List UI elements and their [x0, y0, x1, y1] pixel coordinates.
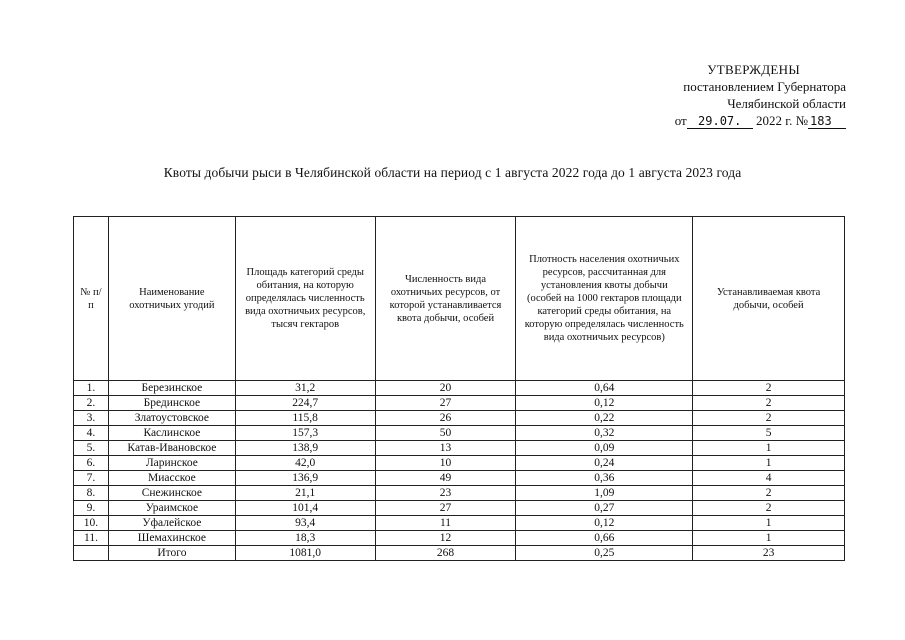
cell-area: 138,9 — [235, 441, 375, 456]
cell-area: 101,4 — [235, 501, 375, 516]
cell-hunting-ground: Снежинское — [108, 486, 235, 501]
cell-density: 0,66 — [516, 531, 693, 546]
cell-density: 0,12 — [516, 516, 693, 531]
cell-quota: 2 — [693, 501, 845, 516]
header-density: Плотность населения охотничьих ресурсов, рассчитанная для установления квоты добычи (особей на 1000 гектаров площади категорий среды обитания, на которую определялась численность вида охотничьих ресурсов) — [516, 217, 693, 381]
cell-hunting-ground: Миасское — [108, 471, 235, 486]
cell-population: 27 — [375, 396, 516, 411]
cell-density: 0,22 — [516, 411, 693, 426]
cell-area: 18,3 — [235, 531, 375, 546]
cell-hunting-ground: Брединское — [108, 396, 235, 411]
cell-population: 20 — [375, 381, 516, 396]
table-row — [74, 441, 845, 456]
table-row — [74, 411, 845, 426]
cell-density: 0,64 — [516, 381, 693, 396]
table-body — [74, 381, 845, 561]
table-row — [74, 516, 845, 531]
cell-area: 157,3 — [235, 426, 375, 441]
table-row — [74, 471, 845, 486]
cell-quota: 23 — [693, 546, 845, 561]
cell-quota: 1 — [693, 441, 845, 456]
cell-density: 0,32 — [516, 426, 693, 441]
cell-density: 0,25 — [516, 546, 693, 561]
header-quota: Устанавливаемая квота добычи, особей — [693, 217, 845, 381]
cell-number: 10. — [74, 516, 109, 531]
cell-density: 0,36 — [516, 471, 693, 486]
cell-density: 1,09 — [516, 486, 693, 501]
cell-number: 2. — [74, 396, 109, 411]
table-row — [74, 456, 845, 471]
table-row — [74, 426, 845, 441]
cell-hunting-ground: Катав-Ивановское — [108, 441, 235, 456]
cell-hunting-ground: Шемахинское — [108, 531, 235, 546]
cell-population: 26 — [375, 411, 516, 426]
cell-hunting-ground: Уфалейское — [108, 516, 235, 531]
cell-number: 1. — [74, 381, 109, 396]
cell-hunting-ground: Ураимское — [108, 501, 235, 516]
cell-number: 11. — [74, 531, 109, 546]
cell-population: 13 — [375, 441, 516, 456]
header-number: № п/п — [74, 217, 109, 381]
cell-hunting-ground: Березинское — [108, 381, 235, 396]
cell-area: 21,1 — [235, 486, 375, 501]
cell-quota: 2 — [693, 381, 845, 396]
cell-population: 49 — [375, 471, 516, 486]
approval-year-suffix: 2022 г. № — [755, 113, 808, 128]
table-row — [74, 396, 845, 411]
cell-hunting-ground: Златоустовское — [108, 411, 235, 426]
cell-hunting-ground: Ларинское — [108, 456, 235, 471]
table-row — [74, 531, 845, 546]
cell-quota: 1 — [693, 531, 845, 546]
cell-area: 224,7 — [235, 396, 375, 411]
approval-date: 29.07. — [687, 115, 753, 129]
total-row — [74, 546, 845, 561]
cell-density: 0,27 — [516, 501, 693, 516]
cell-area: 93,4 — [235, 516, 375, 531]
cell-number: 9. — [74, 501, 109, 516]
table-row — [74, 381, 845, 396]
table-row — [74, 486, 845, 501]
cell-population: 27 — [375, 501, 516, 516]
approval-line-2: Челябинской области — [727, 96, 846, 111]
cell-hunting-ground: Итого — [108, 546, 235, 561]
header-population: Численность вида охотничьих ресурсов, от которой устанавливается квота добычи, особей — [375, 217, 516, 381]
cell-quota: 4 — [693, 471, 845, 486]
cell-number: 8. — [74, 486, 109, 501]
cell-quota: 2 — [693, 486, 845, 501]
cell-area: 115,8 — [235, 411, 375, 426]
cell-number: 5. — [74, 441, 109, 456]
cell-quota: 5 — [693, 426, 845, 441]
approval-from-label: от — [674, 113, 687, 128]
document-title: Квоты добычи рыси в Челябинской области на период с 1 августа 2022 года до 1 августа 2023 года — [163, 165, 742, 180]
table-row — [74, 501, 845, 516]
cell-area: 136,9 — [235, 471, 375, 486]
cell-population: 12 — [375, 531, 516, 546]
approval-title: УТВЕРЖДЕНЫ — [707, 62, 800, 77]
cell-density: 0,12 — [516, 396, 693, 411]
cell-quota: 1 — [693, 516, 845, 531]
cell-quota: 2 — [693, 396, 845, 411]
header-area: Площадь категорий среды обитания, на которую определялась численность вида охотничьих ресурсов, тысяч гектаров — [235, 217, 375, 381]
cell-area: 42,0 — [235, 456, 375, 471]
cell-number: 6. — [74, 456, 109, 471]
table-header-row — [74, 217, 845, 381]
cell-population: 268 — [375, 546, 516, 561]
cell-number: 7. — [74, 471, 109, 486]
cell-quota: 1 — [693, 456, 845, 471]
approval-block — [630, 61, 846, 129]
cell-number: 4. — [74, 426, 109, 441]
cell-density: 0,09 — [516, 441, 693, 456]
quota-table — [73, 216, 845, 561]
cell-area: 1081,0 — [235, 546, 375, 561]
cell-number — [74, 546, 109, 561]
approval-line-1: постановлением Губернатора — [683, 79, 846, 94]
cell-density: 0,24 — [516, 456, 693, 471]
cell-hunting-ground: Каслинское — [108, 426, 235, 441]
cell-population: 50 — [375, 426, 516, 441]
cell-quota: 2 — [693, 411, 845, 426]
approval-date-line — [630, 112, 846, 129]
header-hunting-ground: Наименование охотничьих угодий — [108, 217, 235, 381]
cell-number: 3. — [74, 411, 109, 426]
cell-area: 31,2 — [235, 381, 375, 396]
cell-population: 23 — [375, 486, 516, 501]
cell-population: 11 — [375, 516, 516, 531]
cell-population: 10 — [375, 456, 516, 471]
approval-number: 183 — [808, 115, 846, 129]
